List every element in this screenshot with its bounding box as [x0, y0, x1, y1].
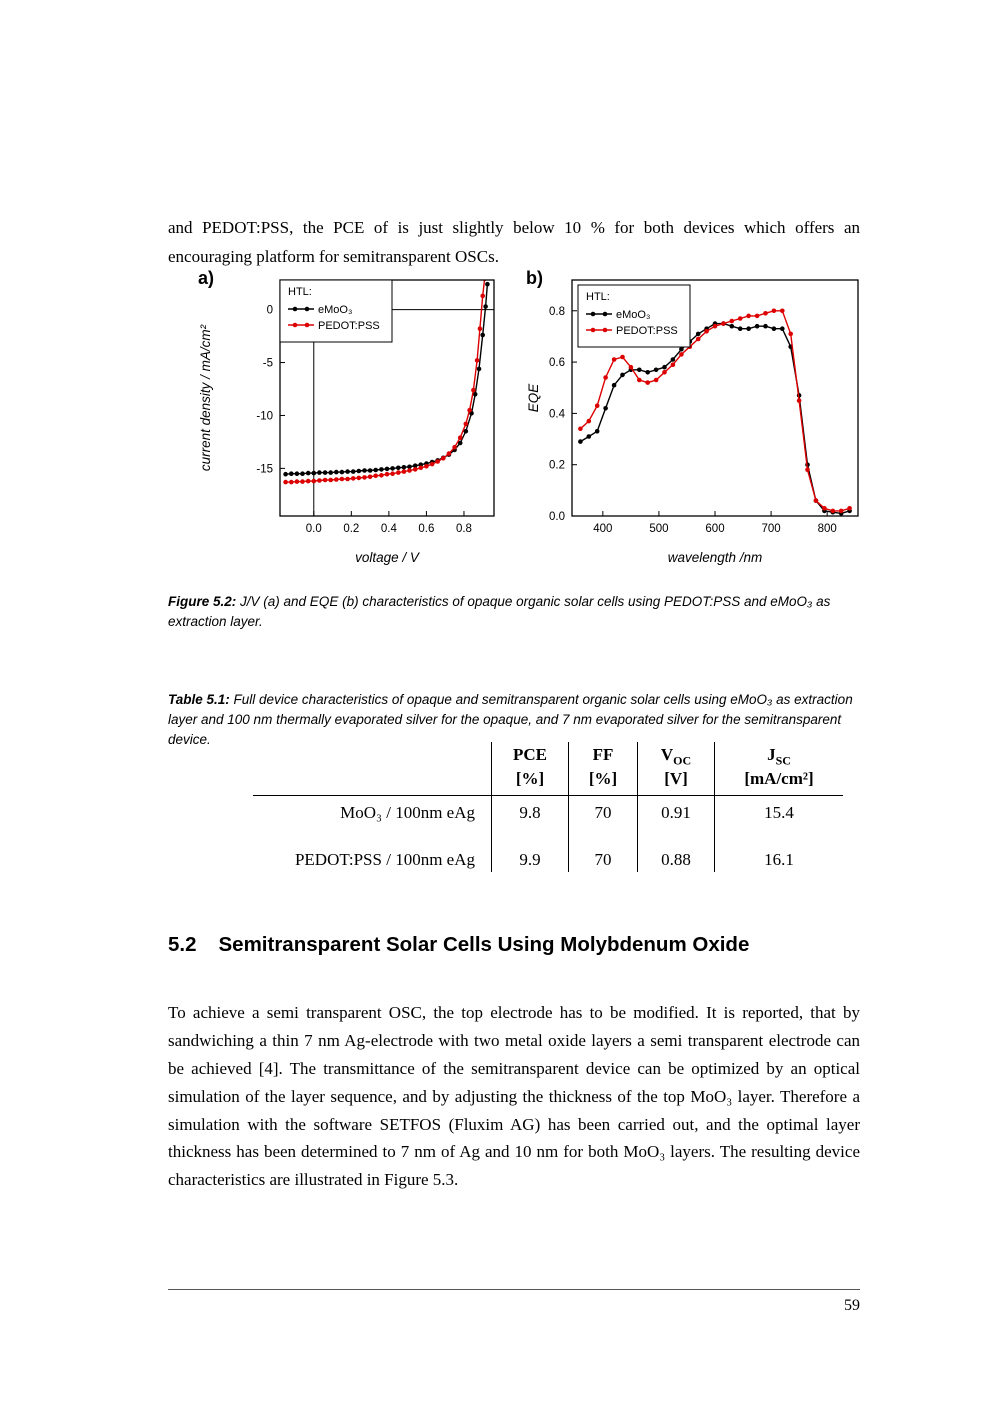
cell-pce: 9.8	[492, 795, 569, 825]
svg-text:0.4: 0.4	[380, 523, 397, 535]
svg-text:0.0: 0.0	[549, 511, 565, 523]
table-header-jsc: $J_{SC}$ [mA/cm²]	[715, 742, 844, 795]
section-heading	[168, 933, 860, 957]
device-characteristics-table	[253, 742, 843, 872]
figure-caption-text: J/V (a) and EQE (b) characteristics of opaque organic solar cells using PEDOT:PSS and eMoO₃ as extraction layer.	[168, 593, 831, 629]
figure-caption-label: Figure 5.2:	[168, 593, 237, 609]
cell-ff: 70	[569, 843, 638, 872]
cell-ff: 70	[569, 795, 638, 825]
cell-voc: 0.91	[638, 795, 715, 825]
svg-text:eMoO₃: eMoO₃	[318, 304, 353, 316]
jv-chart-svg	[196, 266, 508, 568]
table-header-voc: $V_{OC}$ [V]	[638, 742, 715, 795]
svg-text:0.6: 0.6	[418, 523, 435, 535]
footer-rule	[168, 1289, 860, 1290]
svg-text:800: 800	[817, 523, 837, 535]
cell-pce: 9.9	[492, 843, 569, 872]
table-header-empty	[253, 742, 492, 795]
panel-label-a: a)	[198, 268, 215, 288]
svg-text:0: 0	[266, 304, 273, 317]
table-caption-label: Table 5.1:	[168, 691, 230, 707]
svg-text:PEDOT:PSS: PEDOT:PSS	[616, 325, 678, 337]
figure-panel-a	[196, 266, 508, 573]
svg-text:-10: -10	[256, 410, 273, 423]
cell-jsc: 15.4	[715, 795, 844, 825]
panel-label-b: b)	[526, 268, 543, 288]
svg-text:PEDOT:PSS: PEDOT:PSS	[318, 320, 380, 332]
svg-text:0.4: 0.4	[549, 408, 565, 421]
svg-text:0.0: 0.0	[305, 523, 322, 535]
figure-panel-b	[524, 266, 872, 573]
svg-text:eMoO₃: eMoO₃	[616, 309, 651, 321]
svg-text:0.8: 0.8	[549, 305, 565, 318]
section-number: 5.2	[168, 933, 197, 956]
svg-text:0.2: 0.2	[343, 523, 360, 535]
svg-text:500: 500	[649, 523, 669, 535]
svg-text:current density / mA/cm²: current density / mA/cm²	[198, 324, 213, 472]
svg-text:0.8: 0.8	[455, 523, 472, 535]
svg-text:EQE: EQE	[526, 383, 541, 413]
cell-voc: 0.88	[638, 843, 715, 872]
figure-caption	[168, 592, 860, 633]
table-header-ff: FF [%]	[569, 742, 638, 795]
svg-text:600: 600	[705, 523, 725, 535]
table-row	[253, 843, 843, 872]
row-label: MoO₃ / 100nm eAg	[340, 802, 475, 822]
eqe-chart-svg	[524, 266, 872, 568]
cell-jsc: 16.1	[715, 843, 844, 872]
table-row	[253, 795, 843, 825]
svg-text:HTL:: HTL:	[586, 291, 610, 303]
table-caption-text: Full device characteristics of opaque and semitransparent organic solar cells using eMoO₃ as extraction layer and 100 nm thermally evaporated silver for the opaque, and 7 nm evaporated silver for the semitransparent device.	[168, 691, 853, 747]
intro-paragraph: and PEDOT:PSS, the PCE of is just slightly below 10 % for both devices which offers an encouraging platform for semitransparent OSCs.	[168, 218, 860, 267]
svg-text:700: 700	[761, 523, 781, 535]
figure-5-2	[196, 266, 872, 573]
svg-text:voltage / V: voltage / V	[355, 550, 419, 565]
body-paragraph: To achieve a semi transparent OSC, the top electrode has to be modified. It is reported, that by sandwiching a thin 7 nm Ag-electrode with two metal oxide layers a semi transparent electrode can be achieved [4]. The transmittance of the semitransparent device can be optimized by an optical simulation of the layer sequence, and by adjusting the thickness of the top MoO₃ layer. Therefore a simulation with the software SETFOS (Fluxim AG) has been carried out, and the optimal layer thickness has been determined to 7 nm of Ag and 10 nm for both MoO₃ layers. The resulting device characteristics are illustrated in Figure 5.3.	[168, 1003, 860, 1190]
table-header-pce: PCE [%]	[492, 742, 569, 795]
table-header-row	[253, 742, 843, 795]
svg-text:-5: -5	[262, 357, 273, 370]
section-title: Semitransparent Solar Cells Using Molybdenum Oxide	[218, 933, 750, 956]
svg-text:-15: -15	[256, 463, 273, 476]
page-number: 59	[844, 1297, 860, 1314]
svg-text:400: 400	[593, 523, 613, 535]
row-label: PEDOT:PSS / 100nm eAg	[294, 849, 475, 869]
svg-text:0.6: 0.6	[549, 357, 565, 370]
svg-text:wavelength /nm: wavelength /nm	[667, 550, 763, 565]
svg-text:HTL:: HTL:	[288, 286, 312, 298]
table-spacer-row	[253, 825, 843, 843]
svg-text:0.2: 0.2	[549, 459, 565, 472]
